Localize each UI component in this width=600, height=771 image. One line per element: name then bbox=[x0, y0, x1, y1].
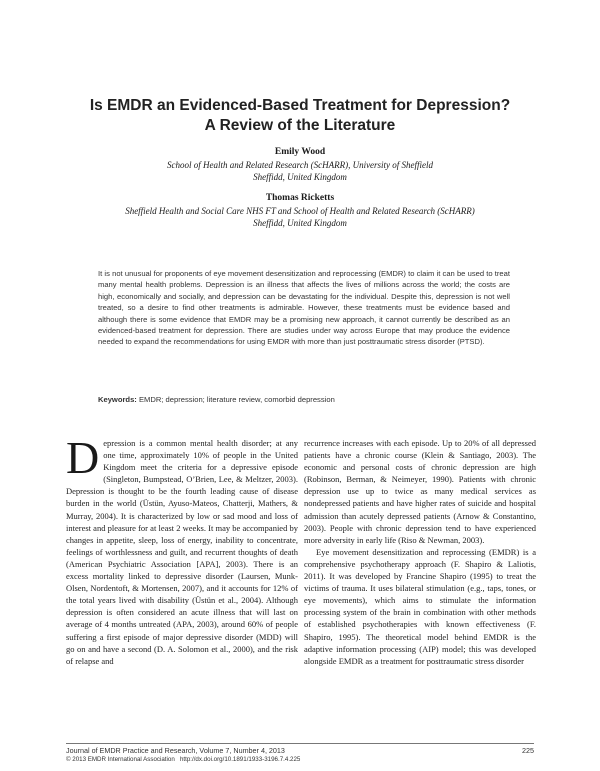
page-number: 225 bbox=[522, 746, 534, 755]
author-affiliation: School of Health and Related Research (ScHARR), University of Sheffield bbox=[166, 159, 434, 170]
title-line-1: Is EMDR an Evidenced-Based Treatment for Depression? bbox=[89, 97, 511, 114]
drop-cap: D bbox=[66, 432, 100, 483]
author-block-1 bbox=[60, 146, 540, 184]
footer-divider bbox=[66, 743, 534, 744]
author-location: Sheffidd, United Kingdom bbox=[253, 218, 347, 228]
author-location: Sheffidd, United Kingdom bbox=[253, 172, 347, 182]
abstract: It is not unusual for proponents of eye movement desensitization and reprocessing (EMDR) to claim it can be used to treat many mental health problems. Depression is an illness that affects the lives of millions across the world; the costs are high, economically and socially, and depression can be devastating for the individual. Despite this, depression is not well treated, so a desire to find other treatments is admirable. However, these treatments must be evidence based and although there is some evidence that EMDR may be a promising new approach, it cannot currently be described as an evidenced-based treatment for depression. There are studies under way across Europe that may produce the evidence needed to expand the recommendations for using EMDR with more than just posttraumatic stress disorder (PTSD). bbox=[98, 269, 510, 347]
article-title bbox=[60, 96, 540, 136]
body-paragraph bbox=[66, 432, 298, 667]
keywords bbox=[98, 394, 510, 405]
body-column-left bbox=[66, 432, 298, 667]
title-line-2: A Review of the Literature bbox=[204, 117, 396, 134]
keywords-label: Keywords: bbox=[98, 395, 137, 404]
body-paragraph: recurrence increases with each episode. Up to 20% of all depressed patients have a chronic course (Klein & Santiago, 2003). The economic and personal costs of chronic depression are high (Robinson, Berman, & Neimeyer, 1990). Patients with chronic depression use up to twice as many medical services as nondepressed patients and have higher rates of suicide and hospital admission than acutely depressed patients (Arnow & Constantino, 2003). People with chronic depression tend to have experienced more adversity in early life (Riso & Newman, 2003). bbox=[304, 438, 536, 545]
author-affiliation: Sheffield Health and Social Care NHS FT and School of Health and Related Research (ScHARR) bbox=[125, 205, 475, 216]
keywords-text: EMDR; depression; literature review, comorbid depression bbox=[138, 395, 335, 404]
body-paragraph: Eye movement desensitization and reprocessing (EMDR) is a comprehensive psychotherapy approach (F. Shapiro & Laliotis, 2011). It was developed by Francine Shapiro (1995) to treat the victims of trauma. It uses bilateral stimulation (e.g., taps, tones, or eye movements), which aims to stimulate the information processing system of the brain in combination with other methods of established psychotherapies with known effectiveness (F. Shapiro, 1995). The theoretical model behind EMDR is the adaptive information processing (AIP) model; this was developed alongside EMDR as a treatment for posttraumatic stress disorder bbox=[304, 546, 536, 666]
author-name: Thomas Ricketts bbox=[265, 193, 335, 203]
footer-journal-line bbox=[66, 746, 534, 755]
author-block-2 bbox=[60, 192, 540, 230]
paragraph-text: epression is a common mental health disorder; at any one time, approximately 10% of people in the United Kingdom meet the criteria for a depressive episode (Singleton, Bumpstead, O’Brien, Lee, & Meltzer, 2003). Depression is thought to be the fourth leading cause of disease burden in the world (Üstün, Ayuso-Mateos, Chatterji, Mathers, & Murray, 2004). It is characterized by low or sad mood and loss of interest and pleasure for at least 2 weeks. It may be accompanied by changes in appetite, sleep, loss of energy, inability to concentrate, feelings of worthlessness and guilt, and recurrent thoughts of death (American Psychiatric Association [APA], 2003). There is an excess mortality linked to depressive disorder (Laursen, Munk-Olsen, Nordentoft, & Mortensen, 2007), and it accounts for 12% of the total years lived with disability (Üstün et al., 2004). Although depression is often considered an acute illness that will last on average of 4 months untreated (APA, 2003), around 60% of people suffering a first episode of major depressive disorder (MDD) will go on and have a second (D. A. Solomon et al., 2000), and the risk of relapse and bbox=[66, 438, 298, 666]
footer-copyright-line bbox=[66, 756, 534, 764]
doi-link[interactable]: http://dx.doi.org/10.1891/1933-3196.7.4.225 bbox=[179, 756, 301, 763]
author-name: Emily Wood bbox=[274, 147, 326, 157]
journal-citation: Journal of EMDR Practice and Research, Volume 7, Number 4, 2013 bbox=[66, 746, 285, 755]
body-column-right bbox=[304, 437, 536, 667]
copyright: © 2013 EMDR International Association bbox=[66, 756, 175, 763]
